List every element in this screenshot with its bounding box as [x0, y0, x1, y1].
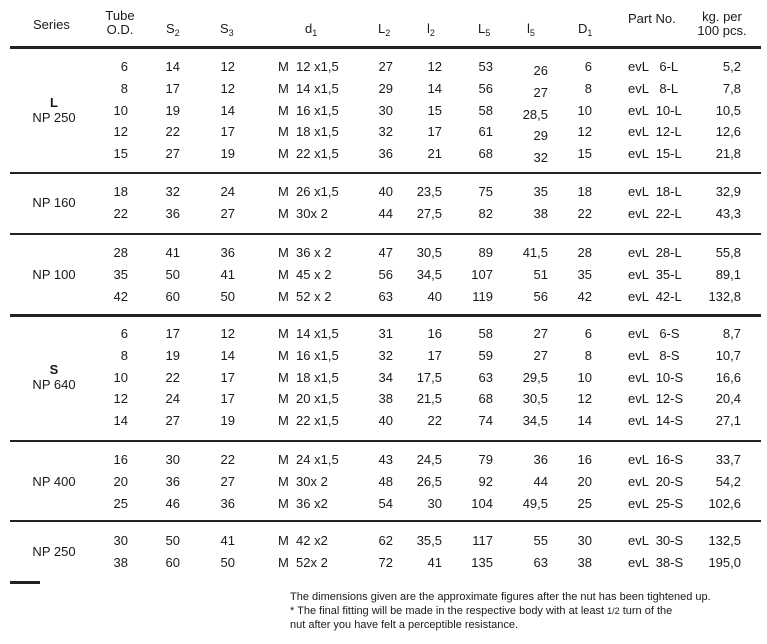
- cell-d1: 8: [584, 347, 592, 363]
- cell-part: evL 16-S: [628, 452, 684, 467]
- cell-part: evL 10-S: [628, 369, 684, 385]
- cell-s3: 50: [220, 288, 235, 304]
- cell-i5: 36: [533, 452, 548, 467]
- cell-kg: 10,5: [715, 102, 741, 118]
- cell-l2: 36: [378, 146, 393, 162]
- cell-od: 42: [113, 288, 128, 304]
- cell-part: evL 6-S: [628, 326, 680, 341]
- cell-l2: 72: [378, 554, 393, 570]
- cell-s2: 50: [165, 266, 180, 282]
- cell-l2: 29: [378, 80, 393, 96]
- cell-l5: 53: [478, 59, 493, 74]
- cell-l2: 38: [378, 391, 393, 407]
- group-separator: [10, 314, 761, 317]
- cell-d1: 12: [577, 124, 592, 140]
- cell-d1: M 24 x1,5: [278, 452, 339, 467]
- cell-od: 18: [113, 184, 128, 199]
- cell-d1: 15: [577, 146, 592, 162]
- header-i5: $l_5$: [527, 21, 535, 38]
- cell-od: 14: [113, 413, 128, 429]
- cell-i2: 23,5: [416, 184, 442, 199]
- cell-d1: 10: [577, 369, 592, 385]
- cell-d1: M 36 x 2: [278, 245, 332, 260]
- cell-l5: 135: [471, 554, 493, 570]
- cell-i2: 15: [427, 102, 442, 118]
- cell-s3: 12: [220, 80, 235, 96]
- cell-d1: 22: [577, 205, 592, 221]
- header-series: Series: [33, 17, 70, 32]
- footnote-line-1: The dimensions given are the approximate figures after the nut has been tightened up.: [290, 591, 711, 603]
- cell-s2: 30: [165, 452, 180, 467]
- cell-i5: 27: [533, 326, 548, 341]
- cell-d1: M 52 x 2: [278, 288, 332, 304]
- cell-l2: 40: [378, 413, 393, 429]
- cell-i2: 26,5: [416, 473, 442, 489]
- cell-kg: 12,6: [715, 124, 741, 140]
- cell-s3: 22: [220, 452, 235, 467]
- cell-part: evL 38-S: [628, 554, 684, 570]
- cell-i2: 22: [427, 413, 442, 429]
- cell-l2: 56: [378, 266, 393, 282]
- cell-kg: 20,4: [715, 391, 741, 407]
- cell-od: 12: [113, 391, 128, 407]
- header-s3: $S_3$: [220, 21, 234, 38]
- cell-i5: 27: [533, 84, 548, 100]
- cell-part: evL 12-S: [628, 391, 684, 407]
- cell-s3: 12: [220, 326, 235, 341]
- series-label: NP 400: [32, 473, 76, 489]
- cell-d1: 28: [577, 245, 592, 260]
- cell-kg: 5,2: [722, 59, 741, 74]
- header-d1: $d_1$: [305, 21, 318, 38]
- group-separator: [10, 172, 761, 174]
- cell-kg: 102,6: [708, 495, 741, 511]
- cell-s2: 27: [165, 413, 180, 429]
- cell-s2: 41: [165, 245, 180, 260]
- cell-s3: 17: [220, 124, 235, 140]
- cell-d1: 38: [577, 554, 592, 570]
- cell-i5: 51: [533, 266, 548, 282]
- header-l5: $L_5$: [478, 21, 491, 38]
- header-rule: [10, 46, 761, 49]
- header-kg-2: 100 pcs.: [697, 23, 747, 38]
- cell-s2: 36: [165, 205, 180, 221]
- cell-s2: 22: [165, 369, 180, 385]
- cell-s2: 22: [165, 124, 180, 140]
- cell-s3: 19: [220, 146, 235, 162]
- cell-d1: 30: [577, 533, 592, 548]
- cell-i2: 17: [427, 124, 442, 140]
- cell-d1: M 18 x1,5: [278, 124, 339, 140]
- cell-d1: 6: [584, 59, 592, 74]
- cell-s3: 14: [220, 102, 235, 118]
- cell-i2: 27,5: [416, 205, 442, 221]
- cell-s2: 17: [165, 80, 180, 96]
- cell-kg: 16,6: [715, 369, 741, 385]
- cell-i2: 17,5: [416, 369, 442, 385]
- cell-l5: 59: [478, 347, 493, 363]
- cell-od: 38: [113, 554, 128, 570]
- cell-part: evL 30-S: [628, 533, 684, 548]
- group-separator: [10, 520, 761, 522]
- cell-i5: 55: [533, 533, 548, 548]
- cell-d1: M 18 x1,5: [278, 369, 339, 385]
- cell-i5: 27: [533, 347, 548, 363]
- cell-od: 8: [120, 80, 128, 96]
- cell-l5: 74: [478, 413, 493, 429]
- header-part-no: Part No.: [628, 11, 676, 26]
- cell-s3: 17: [220, 391, 235, 407]
- cell-od: 30: [113, 533, 128, 548]
- cell-i5: 49,5: [522, 495, 548, 511]
- cell-part: evL 35-L: [628, 266, 682, 282]
- cell-i5: 29: [533, 128, 548, 144]
- series-label: NP 160: [32, 194, 76, 210]
- cell-i2: 24,5: [416, 452, 442, 467]
- cell-s3: 27: [220, 473, 235, 489]
- cell-l5: 79: [478, 452, 493, 467]
- cell-l5: 68: [478, 391, 493, 407]
- cell-part: evL 20-S: [628, 473, 684, 489]
- cell-l5: 104: [471, 495, 493, 511]
- cell-l5: 92: [478, 473, 493, 489]
- cell-d1: M 30x 2: [278, 473, 328, 489]
- cell-part: evL 8-S: [628, 347, 680, 363]
- cell-s2: 60: [165, 554, 180, 570]
- cell-od: 10: [113, 369, 128, 385]
- cell-l2: 34: [378, 369, 393, 385]
- cell-od: 20: [113, 473, 128, 489]
- cell-l2: 47: [378, 245, 393, 260]
- header-D1: $D_1$: [578, 21, 593, 38]
- cell-kg: 32,9: [715, 184, 741, 199]
- cell-part: evL 10-L: [628, 102, 682, 118]
- cell-part: evL 42-L: [628, 288, 682, 304]
- cell-part: evL 18-L: [628, 184, 682, 199]
- cell-od: 22: [113, 205, 128, 221]
- cell-i2: 35,5: [416, 533, 442, 548]
- cell-i2: 34,5: [416, 266, 442, 282]
- cell-i2: 30,5: [416, 245, 442, 260]
- series-class-label: L: [50, 94, 58, 110]
- cell-d1: 8: [584, 80, 592, 96]
- group-separator: [10, 233, 761, 235]
- cell-i5: 38: [533, 205, 548, 221]
- series-class-label: S: [49, 361, 59, 377]
- cell-kg: 43,3: [715, 205, 741, 221]
- group-separator: [10, 440, 761, 442]
- cell-i5: 30,5: [522, 391, 548, 407]
- cell-od: 12: [113, 124, 128, 140]
- header-kg-1: kg. per: [702, 9, 742, 24]
- cell-l2: 32: [378, 124, 393, 140]
- cell-i5: 44: [533, 473, 548, 489]
- cell-l2: 31: [378, 326, 393, 341]
- cell-s3: 36: [220, 245, 235, 260]
- cell-od: 15: [113, 146, 128, 162]
- cell-l2: 63: [378, 288, 393, 304]
- cell-i2: 17: [427, 347, 442, 363]
- cell-i5: 32: [533, 150, 548, 166]
- cell-s2: 50: [165, 533, 180, 548]
- cell-l5: 89: [478, 245, 493, 260]
- cell-s3: 19: [220, 413, 235, 429]
- cell-d1: 42: [577, 288, 592, 304]
- cell-i2: 21: [427, 146, 442, 162]
- cell-d1: M 16 x1,5: [278, 102, 339, 118]
- cell-d1: 20: [577, 473, 592, 489]
- cell-i5: 34,5: [522, 413, 548, 429]
- cell-l5: 58: [478, 326, 493, 341]
- cell-kg: 7,8: [722, 80, 741, 96]
- cell-d1: M 36 x2: [278, 495, 328, 511]
- cell-kg: 10,7: [715, 347, 741, 363]
- cell-l2: 30: [378, 102, 393, 118]
- cell-s3: 27: [220, 205, 235, 221]
- cell-d1: 18: [577, 184, 592, 199]
- bottom-rule: [10, 581, 40, 584]
- cell-kg: 195,0: [708, 554, 741, 570]
- series-label: NP 640: [32, 376, 76, 392]
- cell-d1: M 14 x1,5: [278, 80, 339, 96]
- cell-kg: 132,8: [708, 288, 741, 304]
- cell-s2: 27: [165, 146, 180, 162]
- cell-i2: 14: [427, 80, 442, 96]
- cell-s3: 50: [220, 554, 235, 570]
- cell-part: evL 15-L: [628, 146, 682, 162]
- cell-s3: 12: [220, 59, 235, 74]
- cell-d1: M 26 x1,5: [278, 184, 339, 199]
- cell-i5: 35: [533, 184, 548, 199]
- cell-i2: 41: [427, 554, 442, 570]
- cell-d1: M 16 x1,5: [278, 347, 339, 363]
- cell-l2: 44: [378, 205, 393, 221]
- cell-i5: 41,5: [522, 245, 548, 260]
- cell-od: 6: [120, 59, 128, 74]
- cell-l2: 54: [378, 495, 393, 511]
- cell-part: evL 6-L: [628, 59, 679, 74]
- cell-od: 25: [113, 495, 128, 511]
- cell-od: 16: [113, 452, 128, 467]
- cell-s2: 32: [165, 184, 180, 199]
- cell-od: 6: [120, 326, 128, 341]
- cell-od: 8: [120, 347, 128, 363]
- cell-s2: 36: [165, 473, 180, 489]
- cell-i2: 30: [427, 495, 442, 511]
- cell-i2: 21,5: [416, 391, 442, 407]
- cell-l2: 27: [378, 59, 393, 74]
- cell-d1: M 30x 2: [278, 205, 328, 221]
- cell-part: evL 8-L: [628, 80, 679, 96]
- cell-part: evL 25-S: [628, 495, 684, 511]
- cell-l2: 62: [378, 533, 393, 548]
- series-label: NP 250: [32, 109, 76, 125]
- cell-kg: 132,5: [708, 533, 741, 548]
- cell-i2: 16: [427, 326, 442, 341]
- cell-s3: 24: [220, 184, 235, 199]
- cell-d1: M 45 x 2: [278, 266, 332, 282]
- cell-kg: 55,8: [715, 245, 741, 260]
- cell-l5: 56: [478, 80, 493, 96]
- cell-s3: 36: [220, 495, 235, 511]
- cell-kg: 54,2: [715, 473, 741, 489]
- cell-l2: 48: [378, 473, 393, 489]
- cell-kg: 8,7: [722, 326, 741, 341]
- cell-l5: 107: [471, 266, 493, 282]
- cell-d1: 6: [584, 326, 592, 341]
- cell-s2: 19: [165, 347, 180, 363]
- cell-od: 28: [113, 245, 128, 260]
- cell-i2: 40: [427, 288, 442, 304]
- cell-d1: 16: [577, 452, 592, 467]
- cell-od: 10: [113, 102, 128, 118]
- cell-od: 35: [113, 266, 128, 282]
- cell-l5: 63: [478, 369, 493, 385]
- cell-s3: 41: [220, 533, 235, 548]
- cell-d1: M 22 x1,5: [278, 413, 339, 429]
- cell-kg: 21,8: [715, 146, 741, 162]
- cell-d1: 10: [577, 102, 592, 118]
- cell-s3: 14: [220, 347, 235, 363]
- cell-l5: 117: [472, 533, 493, 548]
- cell-s3: 17: [220, 369, 235, 385]
- cell-d1: 14: [577, 413, 592, 429]
- cell-l5: 61: [478, 124, 493, 140]
- cell-d1: 25: [577, 495, 592, 511]
- cell-s2: 46: [165, 495, 180, 511]
- cell-s2: 24: [165, 391, 180, 407]
- series-label: NP 250: [32, 543, 76, 559]
- footnote-line-2: * The final fitting will be made in the respective body with at least 1/2 turn of the: [290, 605, 673, 617]
- header-tube-od-2: O.D.: [106, 22, 134, 37]
- cell-d1: 12: [577, 391, 592, 407]
- cell-l2: 43: [378, 452, 393, 467]
- cell-l5: 75: [478, 184, 493, 199]
- cell-s2: 19: [165, 102, 180, 118]
- cell-kg: 89,1: [715, 266, 741, 282]
- header-i2: $l_2$: [427, 21, 435, 38]
- cell-d1: 35: [577, 266, 592, 282]
- cell-kg: 33,7: [715, 452, 741, 467]
- cell-l5: 68: [478, 146, 493, 162]
- header-l2: $L_2$: [378, 21, 391, 38]
- cell-l2: 40: [378, 184, 393, 199]
- cell-s2: 60: [165, 288, 180, 304]
- cell-i5: 29,5: [522, 369, 548, 385]
- footnote-line-3: nut after you have felt a perceptible resistance.: [290, 619, 519, 631]
- cell-i5: 56: [533, 288, 548, 304]
- cell-d1: M 14 x1,5: [278, 326, 339, 341]
- cell-l5: 58: [478, 102, 493, 118]
- header-s2: $S_2$: [166, 21, 180, 38]
- cell-part: evL 12-L: [628, 124, 682, 140]
- cell-d1: M 20 x1,5: [278, 391, 339, 407]
- cell-part: evL 14-S: [628, 413, 684, 429]
- cell-s3: 41: [220, 266, 235, 282]
- cell-part: evL 22-L: [628, 205, 682, 221]
- cell-i5: 26: [533, 63, 548, 78]
- cell-s2: 17: [165, 326, 180, 341]
- cell-s2: 14: [165, 59, 180, 74]
- cell-l5: 82: [478, 205, 493, 221]
- series-label: NP 100: [32, 266, 76, 282]
- cell-d1: M 12 x1,5: [278, 59, 339, 74]
- cell-d1: M 22 x1,5: [278, 146, 339, 162]
- header-tube-od-1: Tube: [105, 8, 135, 23]
- cell-l2: 32: [378, 347, 393, 363]
- cell-part: evL 28-L: [628, 245, 682, 260]
- cell-i5: 63: [533, 554, 548, 570]
- cell-i2: 12: [427, 59, 442, 74]
- cell-d1: M 42 x2: [278, 533, 328, 548]
- cell-d1: M 52x 2: [278, 554, 328, 570]
- cell-l5: 119: [472, 288, 493, 304]
- cell-kg: 27,1: [715, 413, 741, 429]
- cell-i5: 28,5: [522, 106, 548, 122]
